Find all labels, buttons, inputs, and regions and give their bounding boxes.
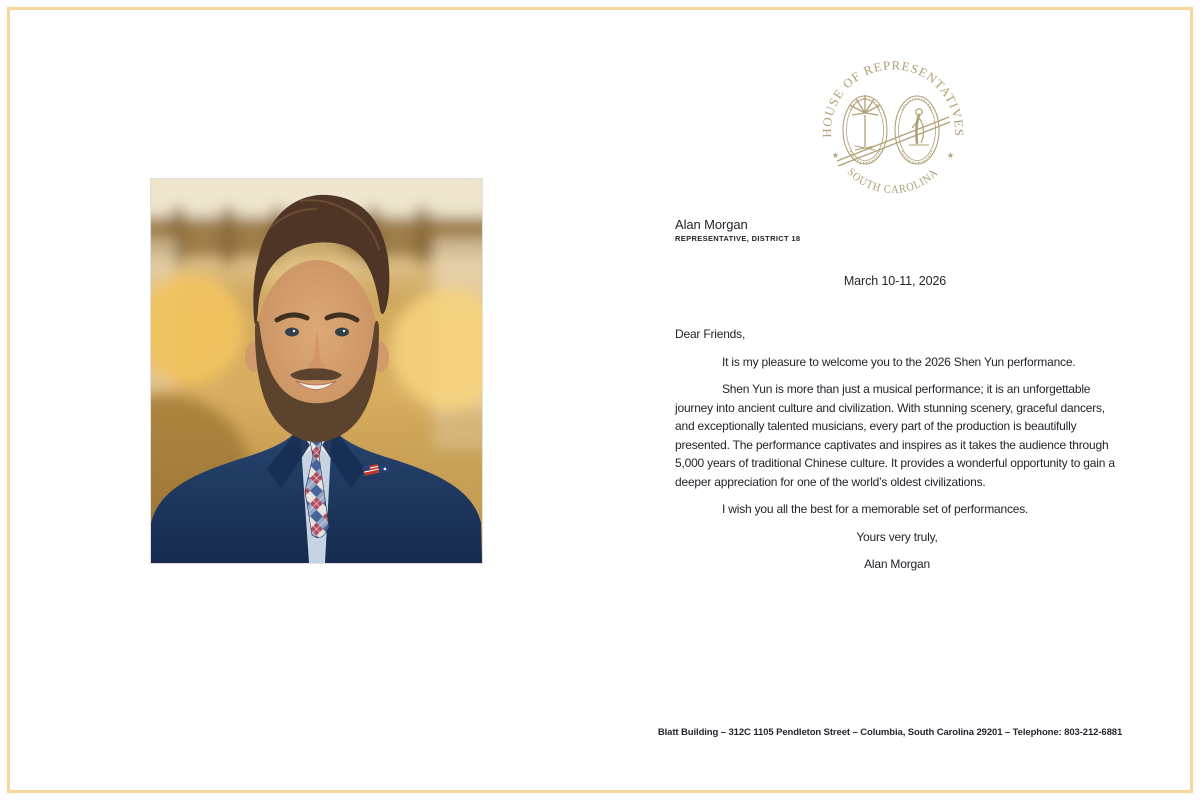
paragraph-1: It is my pleasure to welcome you to the 2026 Shen Yun performance. <box>722 354 1076 369</box>
eye-right <box>335 328 349 337</box>
portrait-photo <box>150 178 483 564</box>
seal-star-left-icon: ★ <box>831 151 840 160</box>
salutation: Dear Friends, <box>675 327 746 341</box>
seal-banner <box>837 117 950 166</box>
signature-name: Alan Morgan <box>864 557 930 571</box>
footer-address: Blatt Building – 312C 1105 Pendleton Street – Columbia, South Carolina 29201 – Telephone: 803-212-6881 <box>657 727 1123 738</box>
letter-body <box>675 325 1119 574</box>
seal-star-right-icon: ★ <box>946 151 955 160</box>
palmetto-tree-icon <box>850 95 880 150</box>
seal-top-text: HOUSE OF REPRESENTATIVES <box>819 58 967 138</box>
house-of-representatives-seal <box>817 55 969 207</box>
letter-date: March 10-11, 2026 <box>843 274 947 288</box>
eye-glint-right <box>343 330 345 332</box>
eye-left <box>285 328 299 337</box>
liberty-figure-icon <box>909 109 929 145</box>
author-name: Alan Morgan <box>675 217 748 232</box>
eye-glint-left <box>293 330 295 332</box>
paragraph-2: Shen Yun is more than just a musical performance; it is an unforgettable journey into ancient culture and civilization. With stunning scenery, graceful dancers, and exceptionally talented musicians, every part of the production is beautifully presented. The performance captivates and inspires as it takes the audience through 5,000 years of traditional Chinese culture. It provides a wonderful opportunity to gain a deeper appreciation for one of the world’s oldest civilizations. <box>675 382 1115 489</box>
paragraph-3: I wish you all the best for a memorable set of performances. <box>722 502 1029 516</box>
seal-bottom-text: SOUTH CAROLINA <box>844 165 942 197</box>
author-block <box>675 218 800 244</box>
closing: Yours very truly, <box>856 529 938 544</box>
author-title: REPRESENTATIVE, DISTRICT 18 <box>675 233 801 243</box>
portrait-illustration <box>151 179 482 563</box>
